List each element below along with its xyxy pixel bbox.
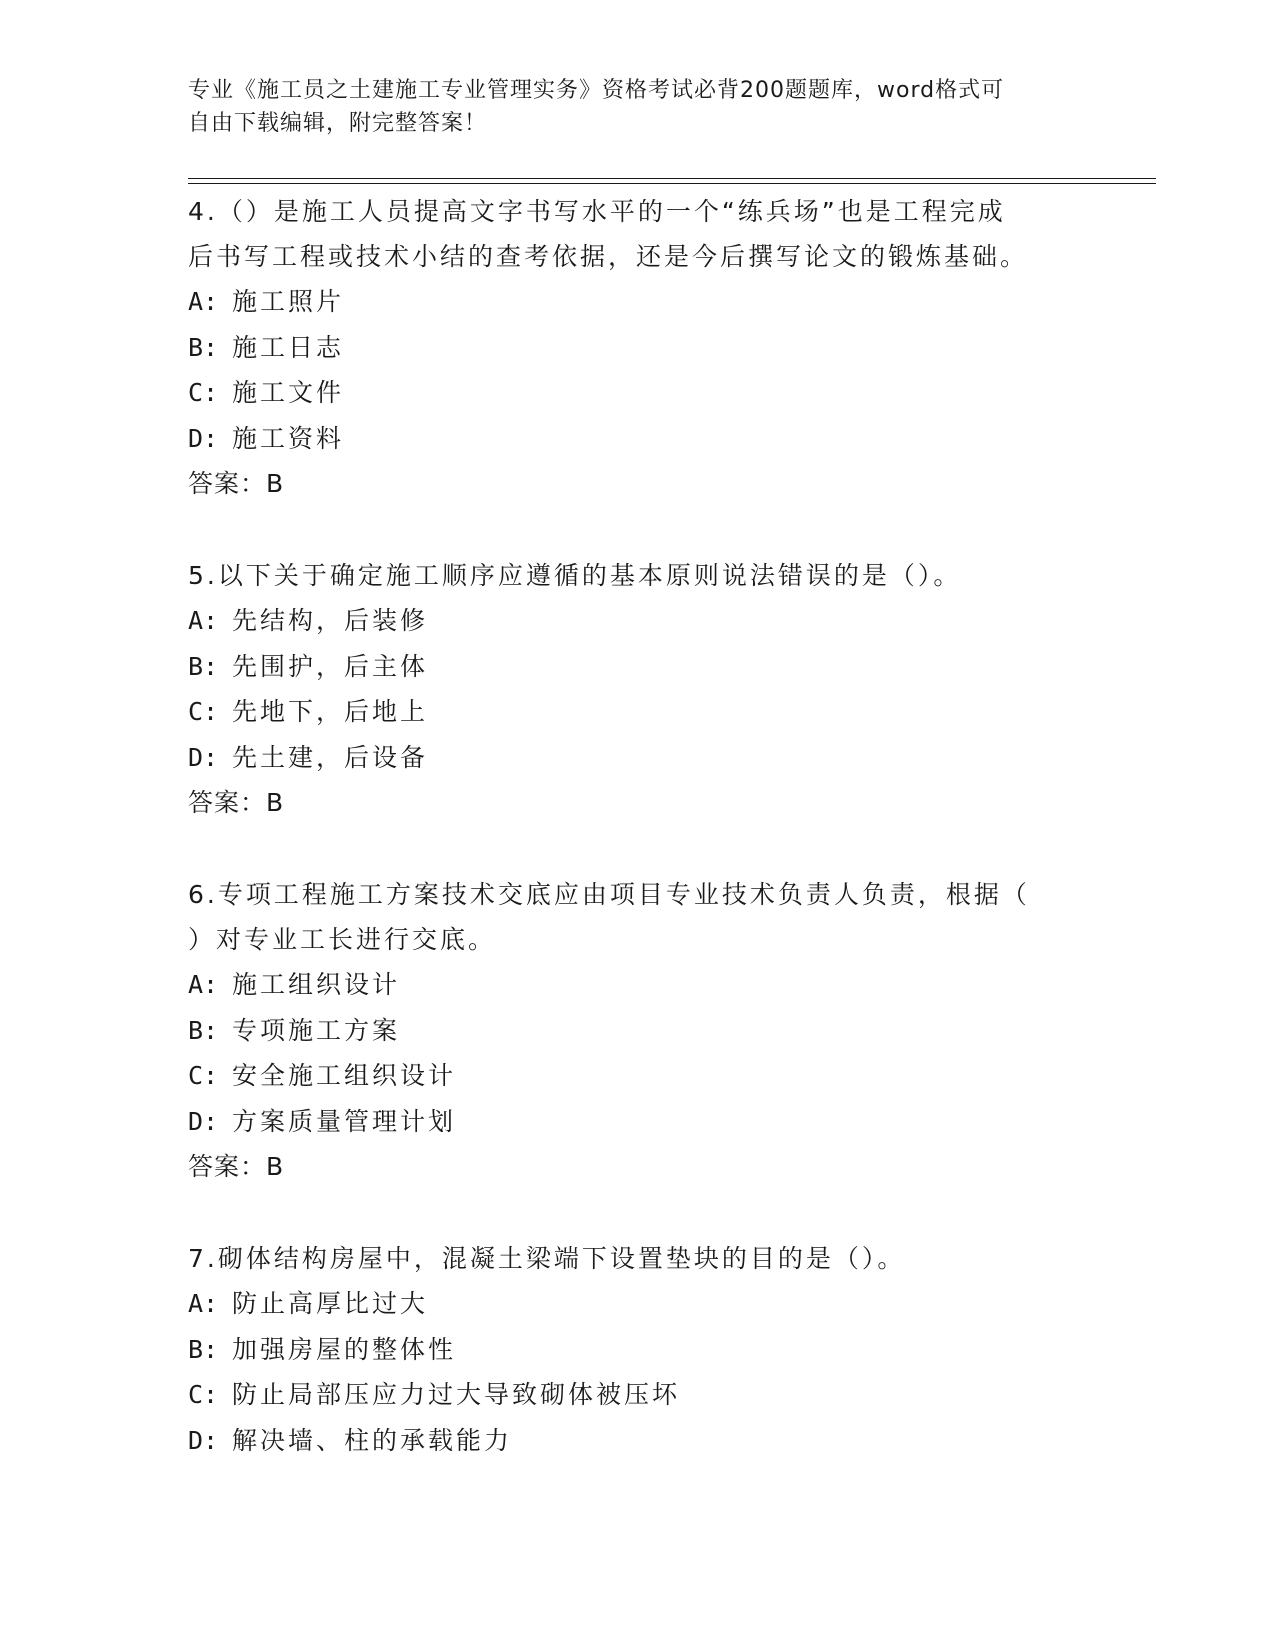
option-text: 专项施工方案 [232, 1015, 401, 1045]
option-b [188, 644, 1068, 690]
question-text-line: 后书写工程或技术小结的查考依据，还是今后撰写论文的锻炼基础。 [188, 242, 1029, 271]
option-text: 先土建，后设备 [232, 742, 429, 772]
option-c [188, 689, 1068, 735]
answer-text: 答案：B [188, 469, 285, 498]
option-letter: D: [188, 742, 219, 772]
option-text: 先结构，后装修 [232, 606, 429, 635]
option-text: 施工日志 [232, 332, 345, 362]
option-d [188, 735, 1068, 781]
option-letter: D: [188, 1425, 219, 1455]
option-letter: B: [188, 651, 219, 681]
question-6 [188, 872, 1068, 1189]
option-letter: C: [188, 378, 219, 407]
option-b [188, 1327, 1068, 1373]
option-d [188, 416, 1068, 462]
option-text: 解决墙、柱的承载能力 [232, 1425, 513, 1455]
option-c [188, 1372, 1068, 1418]
question-7 [188, 1236, 1068, 1463]
option-a [188, 279, 1068, 325]
option-text: 先围护，后主体 [232, 651, 429, 681]
option-a [188, 1281, 1068, 1327]
option-text: 防止高厚比过大 [232, 1289, 429, 1318]
option-b [188, 1008, 1068, 1054]
option-letter: C: [188, 1061, 219, 1090]
option-text: 施工照片 [232, 287, 345, 316]
question-text-line: 6.专项工程施工方案技术交底应由项目专业技术负责人负责，根据（ [188, 880, 1030, 909]
option-d [188, 1099, 1068, 1145]
option-letter: A: [188, 287, 219, 316]
answer-text: 答案：B [188, 788, 285, 817]
option-text: 防止局部压应力过大导致砌体被压坏 [232, 1380, 681, 1409]
option-text: 施工组织设计 [232, 970, 401, 999]
option-text: 施工资料 [232, 423, 345, 453]
answer-text: 答案：B [188, 1152, 285, 1181]
option-text: 方案质量管理计划 [232, 1106, 457, 1136]
question-text-line: ）对专业工长进行交底。 [188, 925, 497, 954]
option-letter: D: [188, 423, 219, 453]
option-letter: C: [188, 697, 219, 726]
option-letter: B: [188, 1334, 219, 1364]
question-4 [188, 189, 1068, 506]
option-letter: A: [188, 970, 219, 999]
header-line-2: 自由下载编辑，附完整答案！ [188, 111, 488, 136]
option-letter: A: [188, 606, 219, 635]
option-text: 加强房屋的整体性 [232, 1334, 457, 1364]
question-5 [188, 553, 1068, 825]
option-c [188, 1053, 1068, 1099]
option-d [188, 1418, 1068, 1464]
question-text-line: 7.砌体结构房屋中，混凝土梁端下设置垫块的目的是（）。 [188, 1244, 906, 1273]
header-rule-bottom [188, 183, 1156, 184]
option-c [188, 370, 1068, 416]
question-text-line: 4.（）是施工人员提高文字书写水平的一个“练兵场”也是工程完成 [188, 197, 1006, 226]
header-rule-top [188, 178, 1156, 179]
question-text-line: 5.以下关于确定施工顺序应遵循的基本原则说法错误的是（）。 [188, 561, 962, 590]
option-text: 施工文件 [232, 378, 345, 407]
option-text: 安全施工组织设计 [232, 1061, 457, 1090]
option-letter: A: [188, 1289, 219, 1318]
option-text: 先地下，后地上 [232, 697, 429, 726]
option-letter: D: [188, 1106, 219, 1136]
option-letter: B: [188, 332, 219, 362]
option-b [188, 325, 1068, 371]
option-a [188, 962, 1068, 1008]
option-letter: C: [188, 1380, 219, 1409]
document-header [188, 74, 1068, 140]
header-line-1: 专业《施工员之土建施工专业管理实务》资格考试必背200题题库，word格式可 [188, 78, 1005, 103]
option-letter: B: [188, 1015, 219, 1045]
option-a [188, 598, 1068, 644]
